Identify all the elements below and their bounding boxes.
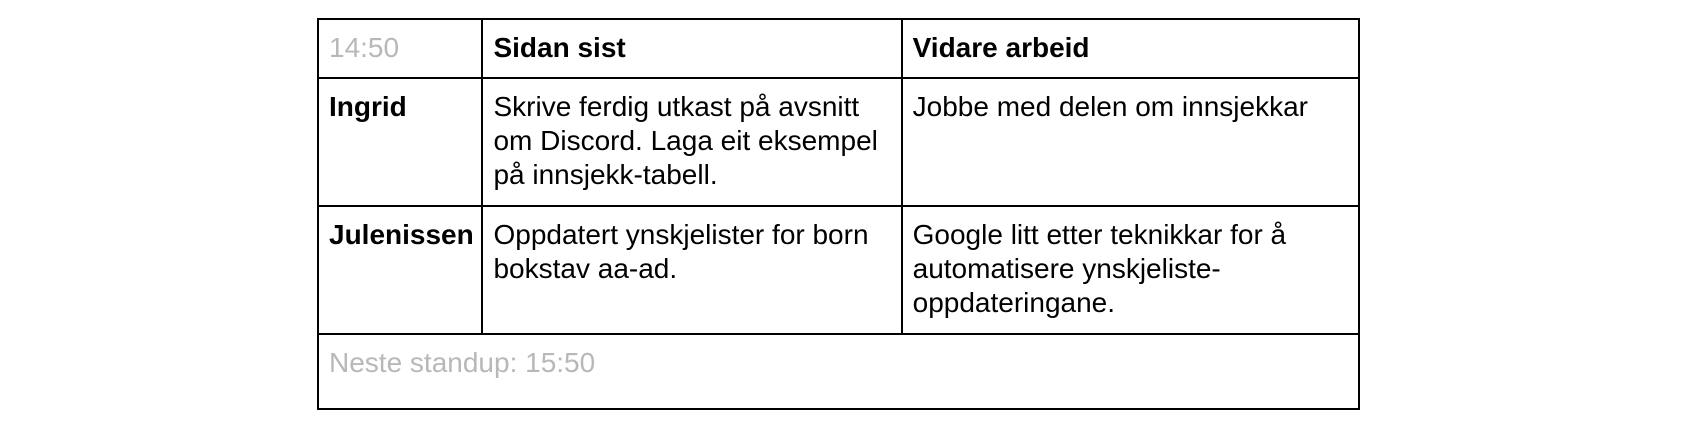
- since-cell: Oppdatert ynskjelister for born bokstav aa-ad.: [482, 206, 901, 334]
- person-name: Ingrid: [318, 78, 482, 206]
- table-row: [318, 78, 1359, 206]
- column-header-since: Sidan sist: [482, 19, 901, 78]
- time-cell: 14:50: [318, 19, 482, 78]
- since-cell: Skrive ferdig utkast på avsnitt om Discord. Laga eit eksempel på innsjekk-tabell.: [482, 78, 901, 206]
- table-row: [318, 206, 1359, 334]
- footer-row: [318, 334, 1359, 409]
- column-header-next: Vidare arbeid: [902, 19, 1359, 78]
- header-row: [318, 19, 1359, 78]
- person-name: Julenissen: [318, 206, 482, 334]
- next-cell: Jobbe med delen om innsjekkar: [902, 78, 1359, 206]
- next-cell: Google litt etter teknikkar for å automatisere ynskjeliste-oppdateringane.: [902, 206, 1359, 334]
- next-standup-cell: Neste standup: 15:50: [318, 334, 1359, 409]
- standup-table: [317, 18, 1360, 410]
